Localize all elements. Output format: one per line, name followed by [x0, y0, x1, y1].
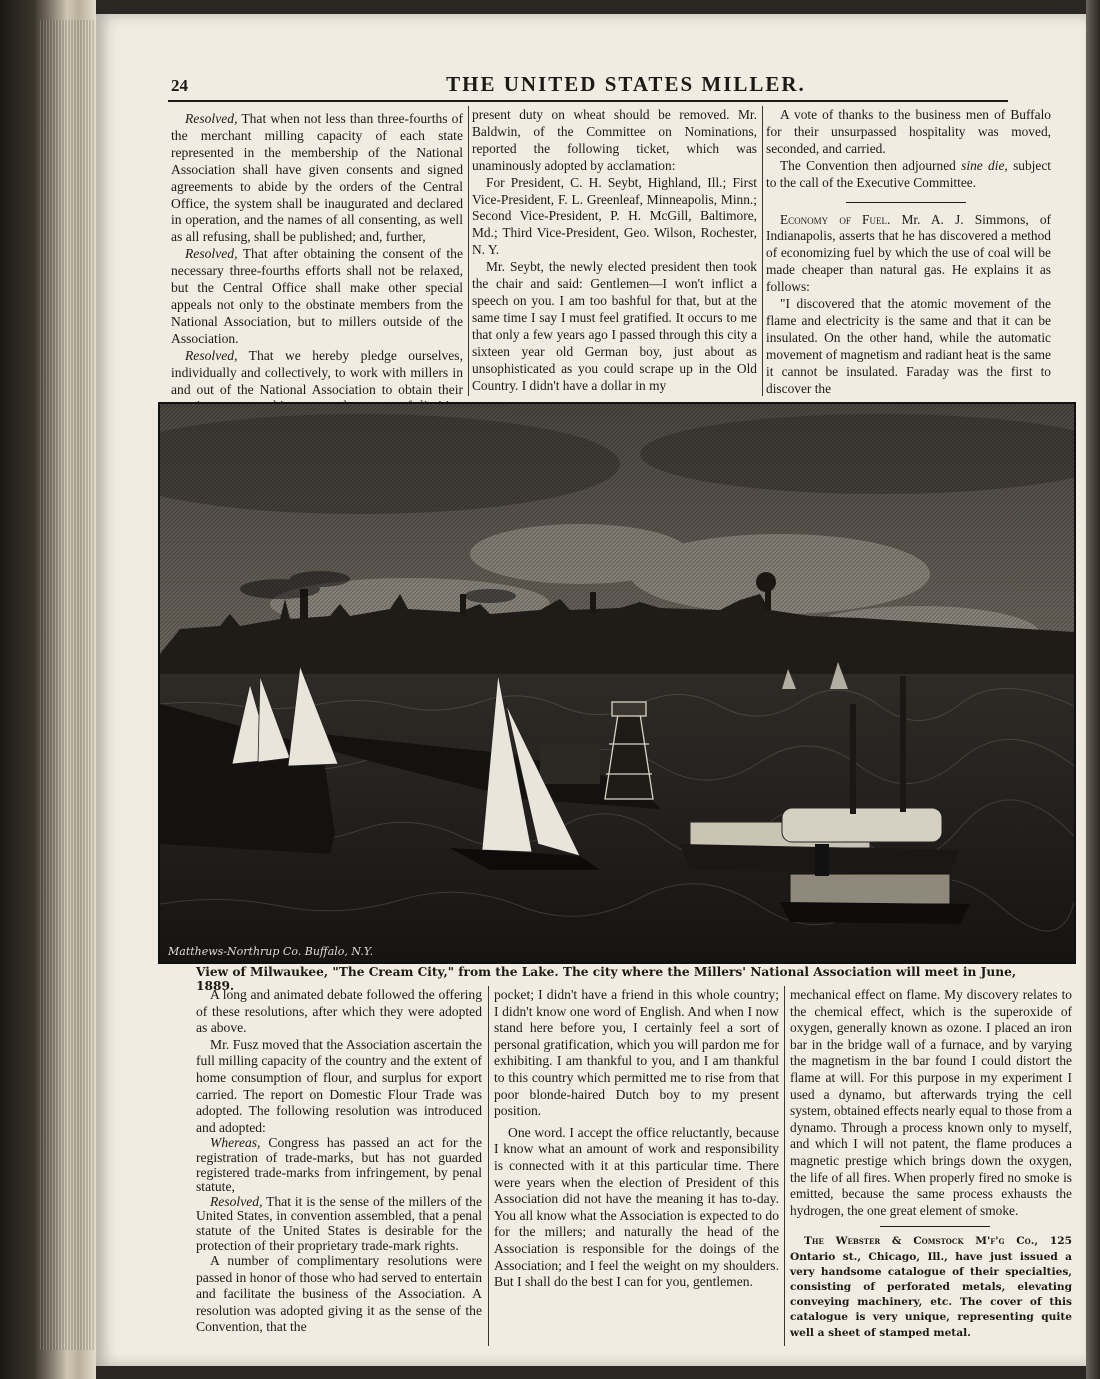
- column-rule: [762, 106, 763, 396]
- section-rule: [880, 1226, 990, 1227]
- book-right-shadow: [1086, 0, 1100, 1379]
- resolved-lead: Resolved,: [210, 1193, 263, 1209]
- illustration-caption: View of Milwaukee, "The Cream City," from the Lake. The city where the Millers' National Association will meet in June, 1889.: [196, 965, 1017, 993]
- page-number: 24: [171, 76, 188, 95]
- paragraph: "I discovered that the atomic movement of the flame and electricity is the same and that it can be insulated. On the other hand, while the automatic movement of magnetism and radiant heat is the same it cannot be insulated. Faraday was the first to discover the: [766, 296, 1051, 396]
- catalogue-notice: [790, 1234, 1072, 1340]
- column-rule: [488, 986, 489, 1346]
- paragraph: One word. I accept the office reluctantly, because I know what an amount of work and responsibility is connected with it at this particular time. There were years when the election of President of this Association did not have the meaning it has to-day. You all know what the Association is expected to do for the millers; and naturally the head of the Association is responsible for the doings of the Association; and I feel the weight on my shoulders. But I shall do the best I can for you, gentlemen.: [494, 1124, 779, 1290]
- paragraph: A number of complimentary resolutions were passed in honor of those who had served to entertain and facilitate the business of the Association. A resolution was adopted giving it as the sense of the Convention, that the: [196, 1253, 482, 1335]
- column-rule: [468, 106, 469, 396]
- notice-text: 125 Ontario st., Chicago, Ill., have just issued a very handsome catalogue of their specialties, consisting of perforated metals, elevating conveying machinery, etc. The cover of this catalogue is very unique, representing quite well a sheet of stamped metal.: [790, 1235, 1072, 1339]
- paragraph-text: That it is the sense of the millers of the United States, in convention assembled, that a penal statute of the United States is desirable for the protection of their proprietary trade-mark rights.: [196, 1193, 482, 1253]
- resolved-lead: Resolved,: [185, 347, 238, 363]
- top-middle-column: [472, 107, 757, 394]
- resolved-lead: Resolved,: [185, 246, 238, 262]
- bottom-right-column: [790, 987, 1072, 1341]
- bottom-left-column: [196, 987, 482, 1336]
- bottom-middle-column: [494, 987, 779, 1291]
- header-rule: [168, 100, 1008, 102]
- resolution-text: That when not less than three-fourths of the merchant milling capacity of each state represented in the membership of the National Association shall have given consents and signed agreements to abide by the orders of the Central Office, the system shall be inaugurated and declared in operation, and the names of all consenting, as well as all refusing, shall be published; and, further,: [171, 111, 463, 245]
- newspaper-page: [96, 14, 1086, 1366]
- paragraph-text: The Convention then adjourned: [780, 157, 962, 173]
- book-page-edges: [0, 0, 96, 1379]
- whereas-lead: Whereas,: [210, 1135, 261, 1151]
- paragraph: Mr. Seybt, the newly elected president then took the chair and said: Gentlemen—I won't inflict a speech on you. I am too bashful for that, but at the same time I say I must feel gratified. It occurs to me that only a few years ago I passed through this city a sixteen year old German boy, just about as unsophisticated as you could scrape up in the Old Country. I didn't have a dollar in my: [472, 259, 757, 393]
- section-heading: Economy of Fuel.: [780, 211, 891, 227]
- italic-phrase: sine die,: [961, 157, 1008, 173]
- paragraph: For President, C. H. Seybt, Highland, Ill.; First Vice-President, F. L. Greenleaf, Minneapolis, Minn.; Second Vice-President, P. H. McGill, Baltimore, Md.; Third Vice-President, Geo. Wilson, Rochester, N. Y.: [472, 174, 757, 258]
- company-name: The Webster & Comstock M'f'g Co.,: [804, 1235, 1039, 1248]
- milwaukee-harbor-engraving: [158, 402, 1076, 964]
- column-rule: [784, 986, 785, 1346]
- top-left-column: [171, 111, 463, 432]
- engraver-credit: Matthews-Northrup Co. Buffalo, N.Y.: [168, 945, 374, 958]
- page-title: THE UNITED STATES MILLER.: [446, 72, 806, 96]
- paragraph: Mr. Fusz moved that the Association ascertain the full milling capacity of the country and the extent of home consumption of flour, and surplus for export carried. The report on Domestic Flour Trade was adopted. The following resolution was introduced and adopted:: [196, 1036, 482, 1135]
- resolution-text: That we hereby pledge ourselves, individually and collectively, to work with millers in and out of the National Association to obtain their: [171, 347, 463, 397]
- section-rule: [846, 202, 966, 203]
- paragraph: mechanical effect on flame. My discovery relates to the chemical effect, which is the superoxide of oxygen, generally known as ozone. I placed an iron bar in the bridge wall of a furnace, and by varying the magnetism in the bar found I could distort the flame at will. For this purpose in my experiment I used a dynamo, but afterwards trying the cell system, obtained effects nearly equal to those from a dynamo. Through a process known only to myself, and which I will not patent, the flame produces a magnetic prestige which brings down the oxygen, the life of all fires. When properly fired no smoke is emitted, because the same process exhausts the hydrogen, the one great element of smoke.: [790, 987, 1072, 1218]
- paragraph-text: subject to the call of the Executive Committee.: [766, 157, 1052, 190]
- paragraph: A long and animated debate followed the offering of these resolutions, after which they were adopted as above.: [196, 987, 482, 1036]
- paragraph: A vote of thanks to the business men of Buffalo for their unsurpassed hospitality was moved, seconded, and carried.: [766, 107, 1051, 156]
- paragraph-text: Congress has passed an act for the registration of trade-marks, but has not guarded registered trade-marks from infringement, by penal statute,: [196, 1135, 482, 1195]
- resolution-text: That after obtaining the consent of the necessary three-fourths efforts shall not be relaxed, but the Central Office shall make other special appeals not only to the obstinate members from the National Association, but to millers outside of the Association.: [171, 246, 463, 346]
- top-right-column: [766, 107, 1051, 398]
- paragraph: pocket; I didn't have a friend in this whole country; I didn't know one word of English. And when I now stand here before you, I certainly feel a sort of personal gratification, which you will pardon me for exhibiting. I am thankful to you, and I am thankful to this country which permitted me to rise from that poor blonde-haired Dutch boy to my present position.: [494, 987, 779, 1119]
- paragraph-text: Mr. A. J. Simmons, of Indianapolis, asserts that he has discovered a method of economizing fuel by which the use of coal will be made cheaper than natural gas. He explains it as follows:: [766, 211, 1051, 295]
- resolved-lead: Resolved,: [185, 111, 238, 126]
- paragraph: present duty on wheat should be removed. Mr. Baldwin, of the Committee on Nominations, reported the following ticket, which was unaminously adopted by acclamation:: [472, 107, 757, 173]
